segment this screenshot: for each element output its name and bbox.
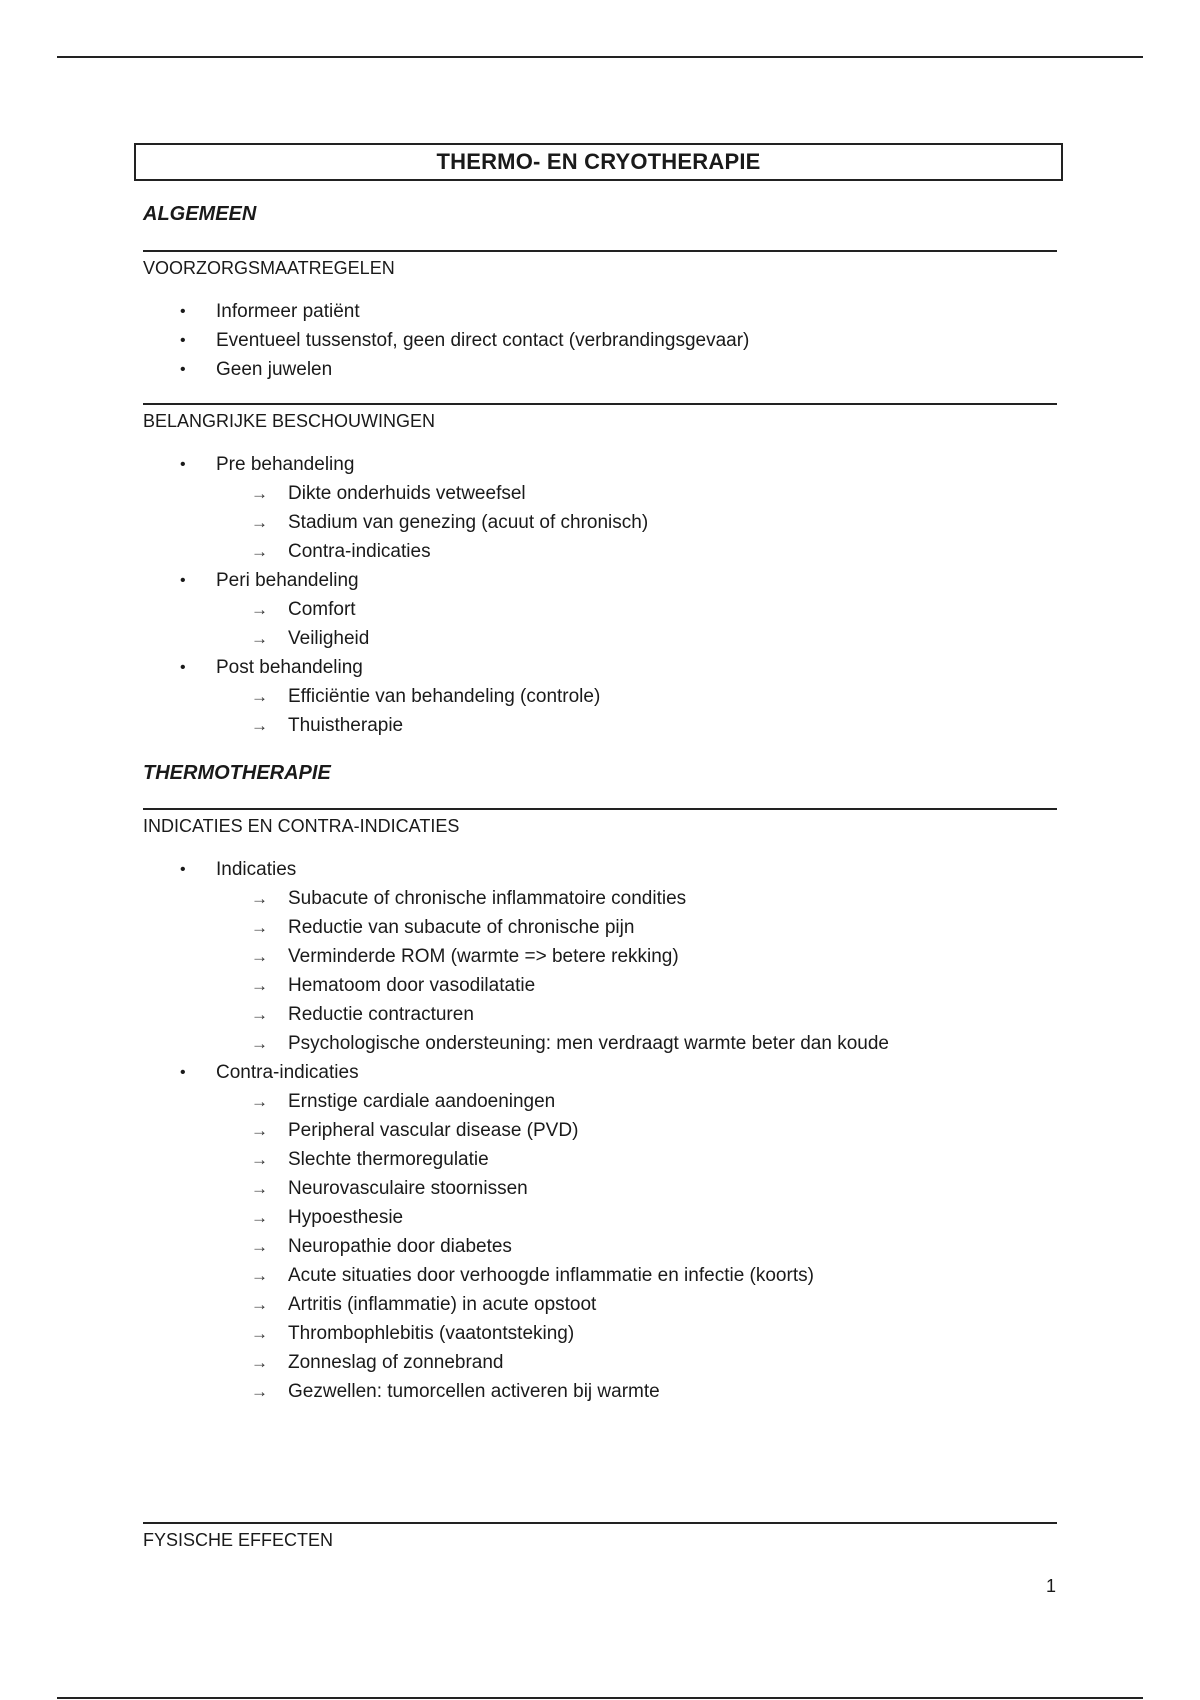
sub-list-item: → Hematoom door vasodilatatie (143, 971, 889, 1000)
arrow-right-icon: → (251, 918, 268, 937)
sub-list-item: → Artritis (inflammatie) in acute opstoot (143, 1290, 889, 1319)
arrow-right-icon: → (251, 1034, 268, 1053)
arrow-right-icon: → (251, 542, 268, 561)
list-item: • Contra-indicaties (143, 1058, 889, 1087)
sub-list-item: → Dikte onderhuids vetweefsel (143, 479, 648, 508)
arrow-right-icon: → (251, 600, 268, 619)
list-item: • Peri behandeling (143, 566, 648, 595)
subsection-heading-belangrijke-beschouwingen: BELANGRIJKE BESCHOUWINGEN (143, 403, 1057, 432)
list-item: • Pre behandeling (143, 450, 648, 479)
arrow-right-icon: → (251, 1266, 268, 1285)
arrow-right-icon: → (251, 947, 268, 966)
sub-list-item: → Thuistherapie (143, 711, 648, 740)
arrow-right-icon: → (251, 513, 268, 532)
voorzorgsmaatregelen-list (143, 297, 749, 384)
section-heading-thermotherapie: THERMOTHERAPIE (143, 762, 331, 784)
bullet-icon: • (180, 572, 186, 589)
bullet-icon: • (180, 361, 186, 378)
indicaties-list (143, 855, 889, 1406)
sub-list-item: → Subacute of chronische inflammatoire condities (143, 884, 889, 913)
arrow-right-icon: → (251, 1121, 268, 1140)
bullet-icon: • (180, 456, 186, 473)
sub-list-item: → Ernstige cardiale aandoeningen (143, 1087, 889, 1116)
arrow-right-icon: → (251, 1005, 268, 1024)
sub-list-item: → Stadium van genezing (acuut of chronisch) (143, 508, 648, 537)
sub-list-item: → Peripheral vascular disease (PVD) (143, 1116, 889, 1145)
arrow-right-icon: → (251, 687, 268, 706)
bullet-icon: • (180, 303, 186, 320)
arrow-right-icon: → (251, 1208, 268, 1227)
page-top-rule (57, 56, 1143, 58)
page-bottom-rule (57, 1697, 1143, 1699)
sub-list-item: → Reductie van subacute of chronische pijn (143, 913, 889, 942)
sub-list-item: → Gezwellen: tumorcellen activeren bij warmte (143, 1377, 889, 1406)
arrow-right-icon: → (251, 1324, 268, 1343)
sub-list-item: → Zonneslag of zonnebrand (143, 1348, 889, 1377)
subsection-heading-voorzorgsmaatregelen: VOORZORGSMAATREGELEN (143, 250, 1057, 279)
sub-list-item: → Psychologische ondersteuning: men verdraagt warmte beter dan koude (143, 1029, 889, 1058)
list-item: • Eventueel tussenstof, geen direct contact (verbrandingsgevaar) (143, 326, 749, 355)
bullet-icon: • (180, 1064, 186, 1081)
beschouwingen-list (143, 450, 648, 740)
list-item: • Informeer patiënt (143, 297, 749, 326)
sub-list-item: → Neurovasculaire stoornissen (143, 1174, 889, 1203)
arrow-right-icon: → (251, 1092, 268, 1111)
document-title: THERMO- EN CRYOTHERAPIE (134, 143, 1063, 181)
bullet-icon: • (180, 332, 186, 349)
sub-list-item: → Slechte thermoregulatie (143, 1145, 889, 1174)
arrow-right-icon: → (251, 484, 268, 503)
sub-list-item: → Veiligheid (143, 624, 648, 653)
sub-list-item: → Acute situaties door verhoogde inflammatie en infectie (koorts) (143, 1261, 889, 1290)
arrow-right-icon: → (251, 1382, 268, 1401)
bullet-icon: • (180, 659, 186, 676)
arrow-right-icon: → (251, 1353, 268, 1372)
subsection-heading-fysische-effecten: FYSISCHE EFFECTEN (143, 1522, 1057, 1551)
sub-list-item: → Reductie contracturen (143, 1000, 889, 1029)
sub-list-item: → Comfort (143, 595, 648, 624)
bullet-icon: • (180, 861, 186, 878)
sub-list-item: → Hypoesthesie (143, 1203, 889, 1232)
sub-list-item: → Verminderde ROM (warmte => betere rekking) (143, 942, 889, 971)
arrow-right-icon: → (251, 976, 268, 995)
arrow-right-icon: → (251, 889, 268, 908)
arrow-right-icon: → (251, 1295, 268, 1314)
arrow-right-icon: → (251, 716, 268, 735)
section-heading-algemeen: ALGEMEEN (143, 203, 257, 225)
arrow-right-icon: → (251, 1150, 268, 1169)
arrow-right-icon: → (251, 1179, 268, 1198)
sub-list-item: → Thrombophlebitis (vaatontsteking) (143, 1319, 889, 1348)
list-item: • Indicaties (143, 855, 889, 884)
page-number: 1 (1046, 1576, 1057, 1596)
arrow-right-icon: → (251, 1237, 268, 1256)
sub-list-item: → Efficiëntie van behandeling (controle) (143, 682, 648, 711)
subsection-heading-indicaties: INDICATIES EN CONTRA-INDICATIES (143, 808, 1057, 837)
sub-list-item: → Contra-indicaties (143, 537, 648, 566)
arrow-right-icon: → (251, 629, 268, 648)
list-item: • Geen juwelen (143, 355, 749, 384)
sub-list-item: → Neuropathie door diabetes (143, 1232, 889, 1261)
list-item: • Post behandeling (143, 653, 648, 682)
